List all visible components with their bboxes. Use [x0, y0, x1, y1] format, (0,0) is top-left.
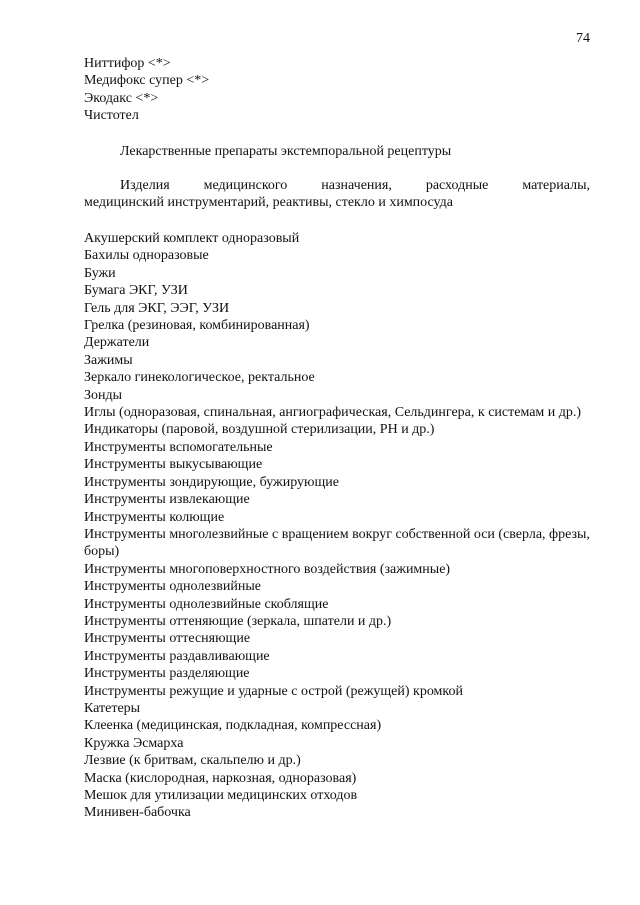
top-items-list — [84, 55, 590, 125]
list-item: Мешок для утилизации медицинских отходов — [84, 788, 358, 803]
list-item: Инструменты колющие — [84, 509, 225, 525]
list-item: Бужи — [84, 265, 116, 281]
list-item: Грелка (резиновая, комбинированная) — [84, 318, 310, 334]
list-item: Инструменты раздавливающие — [84, 648, 270, 664]
list-item: Бахилы одноразовые — [84, 248, 209, 264]
list-item: Инструменты оттесняющие — [84, 631, 251, 647]
list-item: Медифокс супер <*> — [84, 73, 210, 89]
list-item: Катетеры — [84, 700, 141, 716]
list-item: Инструменты разделяющие — [84, 666, 250, 682]
list-item: Инструменты оттеняющие (зеркала, шпатели и др.) — [84, 613, 392, 629]
list-item: Индикаторы (паровой, воздушной стерилизации, РН и др.) — [84, 422, 435, 438]
list-item: Инструменты выкусывающие — [84, 457, 263, 473]
heading-line-2: медицинский инструментарий, реактивы, стекло и химпосуда — [84, 195, 453, 211]
list-item: Инструменты многолезвийные с вращением вокруг собственной оси (сверла, фрезы, боры) — [84, 526, 590, 560]
medical-items-list — [84, 230, 590, 822]
list-item: Чистотел — [84, 108, 139, 124]
list-item: Гель для ЭКГ, ЭЭГ, УЗИ — [84, 300, 230, 316]
list-item: Минивен-бабочка — [84, 805, 191, 821]
heading-word: медицинского — [203, 178, 288, 193]
list-item: Бумага ЭКГ, УЗИ — [84, 283, 188, 299]
list-item: Экодакс <*> — [84, 90, 159, 106]
heading-word: расходные — [425, 178, 489, 193]
list-item: Инструменты однолезвийные скоблящие — [84, 596, 329, 612]
list-item: Инструменты вспомогательные — [84, 439, 273, 455]
page-number: 74 — [576, 31, 590, 46]
list-item: Зонды — [84, 387, 123, 403]
list-item: Клеенка (медицинская, подкладная, компрессная) — [84, 718, 382, 734]
list-item: Инструменты однолезвийные — [84, 579, 261, 595]
list-item: Лезвие (к бритвам, скальпелю и др.) — [84, 753, 301, 769]
list-item: Ниттифор <*> — [84, 56, 171, 71]
list-item: Маска (кислородная, наркозная, одноразовая) — [84, 770, 357, 786]
section-heading-medical-items — [84, 177, 590, 212]
heading-word: материалы, — [522, 178, 590, 193]
list-item: Инструменты зондирующие, бужирующие — [84, 474, 339, 490]
heading-word: Изделия — [120, 178, 170, 193]
list-item: Иглы (одноразовая, спинальная, ангиографическая, Сельдингера, к системам и др.) — [84, 405, 582, 421]
list-item: Инструменты режущие и ударные с острой (режущей) кромкой — [84, 683, 463, 699]
list-item: Держатели — [84, 335, 150, 351]
list-item: Акушерский комплект одноразовый — [84, 231, 300, 246]
section-heading-extemporal: Лекарственные препараты экстемпоральной рецептуры — [120, 144, 452, 159]
list-item: Кружка Эсмарха — [84, 735, 184, 751]
list-item: Зеркало гинекологическое, ректальное — [84, 370, 315, 386]
list-item: Инструменты многоповерхностного воздействия (зажимные) — [84, 561, 451, 577]
list-item: Инструменты извлекающие — [84, 492, 250, 508]
heading-line-1 — [120, 177, 590, 194]
heading-word: назначения, — [321, 178, 392, 193]
list-item: Зажимы — [84, 352, 133, 368]
